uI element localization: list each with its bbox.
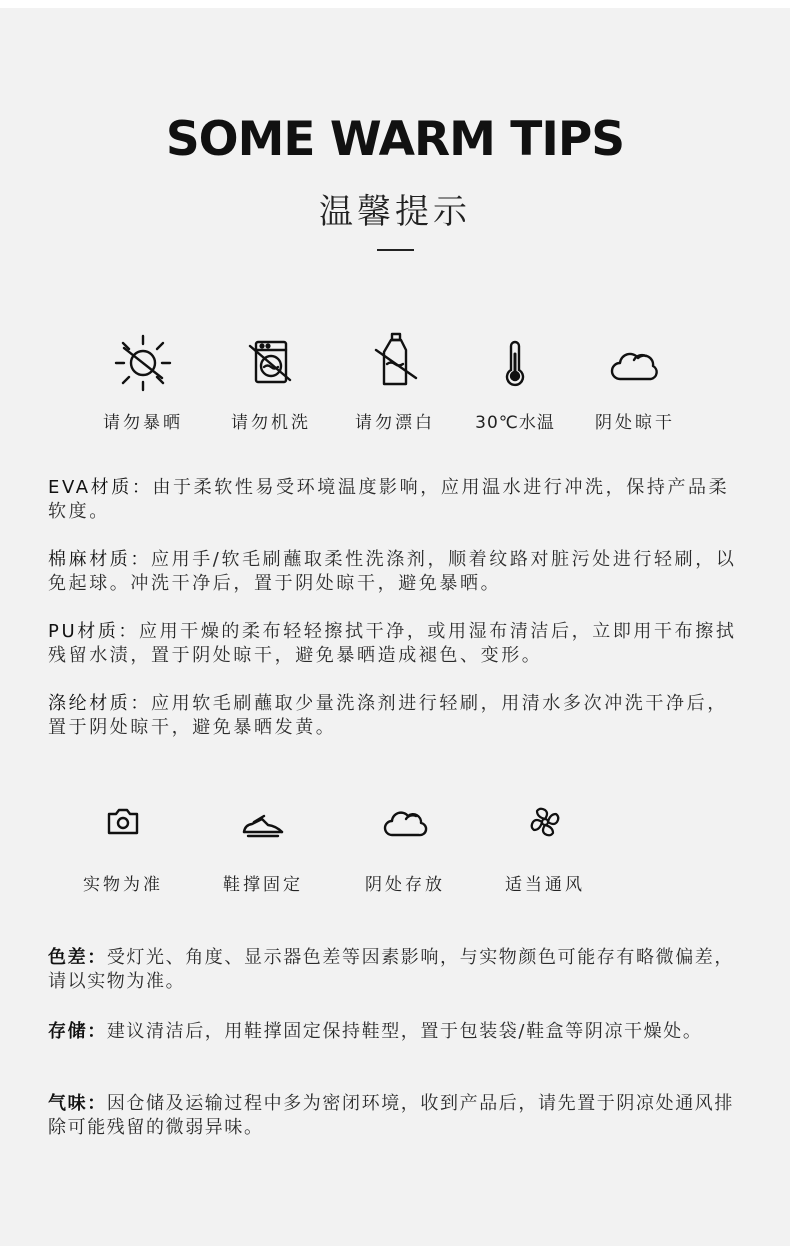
note-pu [48, 620, 748, 668]
storage-item-actual-product [48, 800, 198, 895]
fan-icon [523, 800, 567, 844]
note-polyester-text: 应用软毛刷蘸取少量洗涤剂进行轻刷，用清水多次冲洗干净后，置于阴处晾干，避免暴晒发黄。 [48, 693, 728, 738]
storage-label-actual-product: 实物为准 [83, 875, 163, 895]
note-cotton-linen-text: 应用手/软毛刷蘸取柔性洗涤剂，顺着纹路对脏污处进行轻刷，以免起球。冲洗干净后，置于阴处晾干，避免暴晒。 [48, 549, 737, 594]
note-color-difference [48, 946, 748, 994]
cloud-icon [380, 800, 430, 844]
note-pu-key: PU材质： [48, 621, 140, 642]
note-cotton-linen [48, 548, 748, 596]
title-divider [377, 249, 414, 251]
note-color-difference-key: 色差： [48, 947, 107, 968]
care-label-no-machine-wash: 请勿机洗 [231, 413, 311, 433]
note-storage-key: 存储： [48, 1021, 107, 1042]
storage-label-shoe-tree: 鞋撑固定 [223, 875, 303, 895]
care-label-no-sun: 请勿暴晒 [103, 413, 183, 433]
note-odor [48, 1092, 748, 1140]
care-label-water-temperature: 30℃水温 [475, 413, 555, 433]
no-sun-icon [110, 330, 176, 396]
thermometer-icon [482, 330, 548, 396]
storage-item-shoe-tree [188, 800, 338, 895]
shade-dry-cloud-icon [602, 330, 668, 396]
note-pu-text: 应用干燥的柔布轻轻擦拭干净，或用湿布清洁后，立即用干布擦拭残留水渍，置于阴处晾干，避免暴晒造成褪色、变形。 [48, 621, 737, 666]
storage-item-ventilation [470, 800, 620, 895]
note-polyester [48, 692, 748, 740]
storage-label-ventilation: 适当通风 [505, 875, 585, 895]
note-color-difference-text: 受灯光、角度、显示器色差等因素影响，与实物颜色可能存有略微偏差，请以实物为准。 [48, 947, 735, 992]
note-odor-text: 因仓储及运输过程中多为密闭环境，收到产品后，请先置于阴凉处通风排除可能残留的微弱异味。 [48, 1093, 735, 1138]
note-odor-key: 气味： [48, 1093, 107, 1114]
note-storage [48, 1020, 748, 1044]
note-polyester-key: 涤纶材质： [48, 693, 151, 714]
storage-label-shade-storage: 阴处存放 [365, 875, 445, 895]
no-machine-wash-icon [238, 330, 304, 396]
warm-tips-page [0, 8, 790, 1246]
no-bleach-icon [362, 330, 428, 396]
storage-item-shade-storage [330, 800, 480, 895]
note-eva [48, 476, 748, 524]
note-eva-key: EVA材质： [48, 477, 153, 498]
page-title-en: SOME WARM TIPS [165, 112, 625, 167]
page-title-cn: 温馨提示 [319, 192, 471, 232]
note-eva-text: 由于柔软性易受环境温度影响，应用温水进行冲洗，保持产品柔软度。 [48, 477, 730, 522]
note-cotton-linen-key: 棉麻材质： [48, 549, 151, 570]
shoe-tree-icon [238, 800, 288, 844]
camera-icon [101, 800, 145, 844]
care-label-no-bleach: 请勿漂白 [355, 413, 435, 433]
care-label-shade-dry: 阴处晾干 [595, 413, 675, 433]
care-item-shade-dry [560, 330, 710, 433]
note-storage-text: 建议清洁后，用鞋撑固定保持鞋型，置于包装袋/鞋盒等阴凉干燥处。 [106, 1021, 703, 1042]
